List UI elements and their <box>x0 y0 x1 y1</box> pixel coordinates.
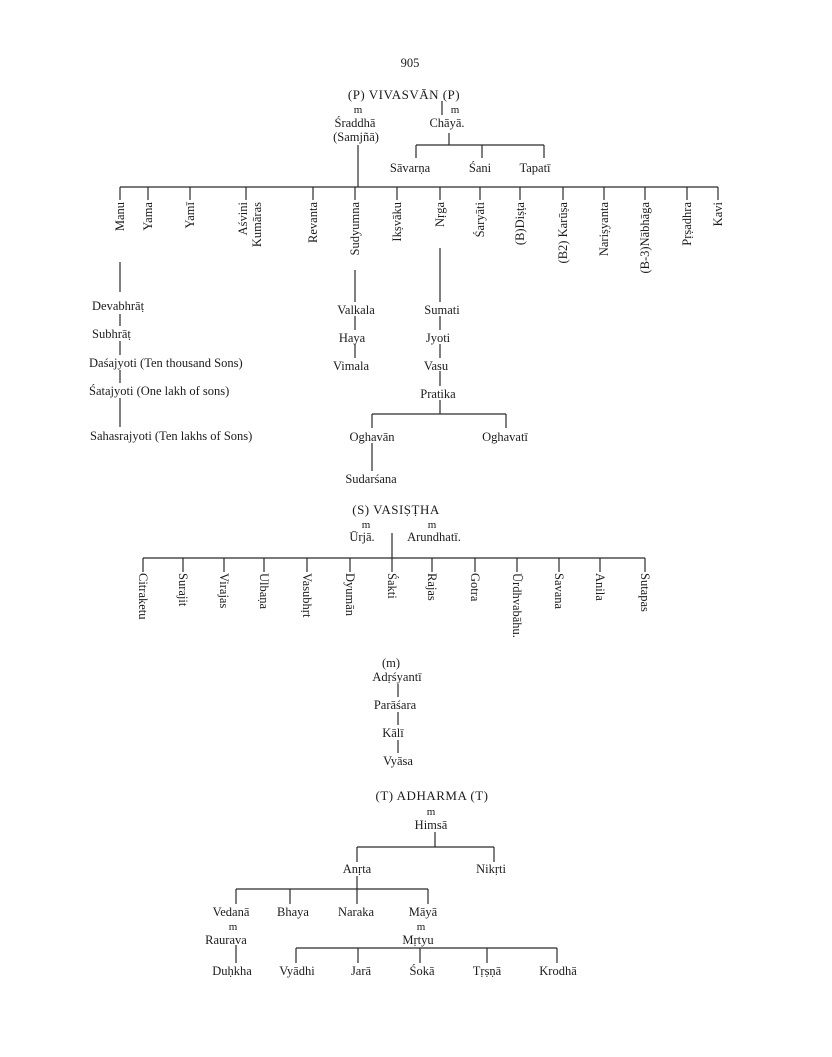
vedana-spouse: Raurava <box>205 933 247 947</box>
vedana-child: Duḥkha <box>212 964 252 978</box>
sudyumna-descendant: Vimala <box>332 359 370 373</box>
page-number: 905 <box>400 56 420 70</box>
chaya-child: Sāvarṇa <box>389 161 431 175</box>
vasistha-child: Śakti <box>385 573 399 599</box>
vivasvan-child: Śaryāti <box>473 202 487 238</box>
vasistha-child: Surajit <box>176 573 190 607</box>
sakti-descendant: Parāśara <box>373 698 417 712</box>
nrga-descendant: Jyoti <box>425 331 451 345</box>
oghavan-child: Sudarśana <box>345 472 397 486</box>
vivasvan-child: (B)Diṣṭa <box>513 202 527 246</box>
vivasvan-m-right: m <box>450 104 460 116</box>
sakti-descendant: Vyāsa <box>383 754 413 768</box>
vivasvan-child: Revanta <box>306 202 320 243</box>
vivasvan-child: Manu <box>113 202 127 232</box>
vivasvan-child: Pṛṣadhra <box>680 202 694 246</box>
vivasvan-child: Nariṣyanta <box>597 202 611 257</box>
adharma-title: (T) ADHARMA (T) <box>375 788 489 803</box>
nrga-descendant: Sumati <box>424 303 460 317</box>
adharma-m: m <box>426 806 436 818</box>
anrta-child: Bhaya <box>277 905 309 919</box>
nrga-descendant: Pratika <box>420 387 456 401</box>
wife-sraddha-alt-name: (Samjñā) <box>333 130 379 144</box>
vasistha-child: Ulbaṇa <box>257 573 271 610</box>
mrtyu-child: Śokā <box>409 964 435 978</box>
manu-descendant: Subhrāṭ <box>92 327 131 341</box>
adharma-child: Anṛta <box>342 862 372 876</box>
mrtyu-child: Vyādhi <box>279 964 315 978</box>
vasistha-child: Sutapas <box>638 573 652 612</box>
vivasvan-child: Aśvini <box>236 202 250 236</box>
vasistha-child: Gotra <box>468 573 482 602</box>
manu-descendant: Śatajyoti (One lakh of sons) <box>89 384 230 398</box>
vivasvan-child: Kavi <box>711 202 725 227</box>
wife-arundhati: Arundhatī. <box>407 530 461 544</box>
vasistha-child: Virajas <box>217 573 231 609</box>
vasistha-title: (S) VASIṢṬHA <box>352 502 440 517</box>
sakti-descendant: Adṛśyantī <box>372 670 422 684</box>
vasistha-child: Dyumān <box>343 573 357 617</box>
vasistha-child: Vasubhṛt <box>300 573 314 618</box>
mrtyu-child: Jarā <box>350 964 372 978</box>
anrta-child: Māyā <box>408 905 438 919</box>
vivasvan-title: (P) VIVASVĀN (P) <box>347 87 461 102</box>
pratika-child: Oghavatī <box>482 430 528 444</box>
vasistha-m-right: m <box>427 519 437 531</box>
wife-urja: Ūrjā. <box>349 530 375 544</box>
vivasvan-child: Nṛga <box>433 202 447 227</box>
maya-spouse: Mṛtyu <box>402 933 434 947</box>
maya-m: m <box>416 921 426 933</box>
wife-chaya: Chāyā. <box>429 116 465 130</box>
vedana-m: m <box>228 921 238 933</box>
vasistha-child: Savana <box>552 573 566 610</box>
anrta-child: Vedanā <box>212 905 250 919</box>
vasistha-child: Anila <box>593 573 607 601</box>
sudyumna-descendant: Haya <box>338 331 366 345</box>
wife-himsa: Himsā <box>414 818 448 832</box>
vivasvan-child: Kumāras <box>250 202 264 248</box>
adharma-child: Nikṛti <box>476 862 506 876</box>
vasistha-child: Citraketu <box>136 573 150 620</box>
pratika-child: Oghavān <box>349 430 395 444</box>
sudyumna-descendant: Valkala <box>337 303 375 317</box>
chaya-child: Śani <box>468 161 492 175</box>
mrtyu-child: Tṛṣṇā <box>472 964 502 978</box>
mrtyu-child: Krodhā <box>539 964 577 978</box>
anrta-child: Naraka <box>337 905 375 919</box>
vasistha-child: Rajas <box>425 573 439 601</box>
sakti-descendant: Kālī <box>382 726 404 740</box>
vivasvan-child: (B2) Karūṣa <box>556 202 570 264</box>
vivasvan-child: (B-3)Nābhāga <box>638 202 652 274</box>
vivasvan-child: Ikṣvāku <box>390 202 404 242</box>
wife-sraddha: Śraddhā <box>334 116 376 130</box>
vivasvan-child: Yama <box>141 202 155 231</box>
chaya-child: Tapatī <box>519 161 551 175</box>
vivasvan-child: Sudyumna <box>348 202 362 256</box>
manu-descendant: Sahasrajyoti (Ten lakhs of Sons) <box>90 429 253 443</box>
vasistha-m-left: m <box>361 519 371 531</box>
manu-descendant: Devabhrāṭ <box>92 299 145 313</box>
vivasvan-m-left: m <box>353 104 363 116</box>
nrga-descendant: Vasu <box>423 359 449 373</box>
vivasvan-child: Yamī <box>183 202 197 229</box>
vasistha-child: Ūrdhvabāhu. <box>510 573 524 638</box>
manu-descendant: Daśajyoti (Ten thousand Sons) <box>89 356 243 370</box>
sakti-m: (m) <box>381 656 401 670</box>
